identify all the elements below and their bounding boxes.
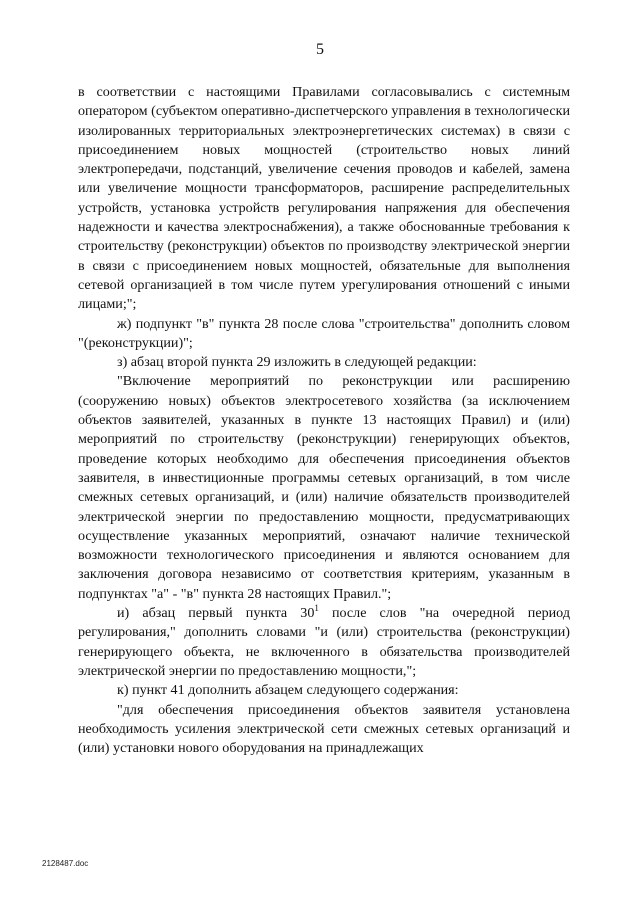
paragraph-item-i-start: и) абзац первый пункта 30 [117,605,315,622]
superscript-index: 1 [314,603,319,614]
page-number: 5 [316,41,324,58]
paragraph-continuation: в соответствии с настоящими Правилами согласовывались с системным оператором (субъектом оперативно-диспетчерского управления в технологически изолированных территориальных электроэнергетических системах) в связи с присоединением новых мощностей (строительство новых линий электропередачи, подстанций, увеличение сечения проводов и кабелей, замена или увеличение мощности трансформаторов, расширение распределительных устройств, установка устройств регулирования напряжения для обеспечения надежности и качества электроснабжения), а также обоснованные требования к строительству (реконструкции) объектов по производству электрической энергии в связи с присоединением новых мощностей, обязательные для выполнения сетевой организацией в том числе путем урегулирования отношений с иными лицами;"; [78,84,570,313]
paragraph-item-z: з) абзац второй пункта 29 изложить в следующей редакции: [117,354,477,371]
footer-filename: 2128487.doc [42,859,89,868]
paragraph-quoted-clause-29: "Включение мероприятий по реконструкции или расширению (сооружению новых) объектов электросетевого хозяйства (за исключением объектов заявителей, указанных в пункте 13 настоящих Правил) и (или) мероприятий по строительству (реконструкции) генерирующих объектов, проведение которых необходимо для обеспечения присоединения объектов заявителя, в инвестиционные программы сетевых организаций, в том числе смежных сетевых организаций, и (или) наличие обязательств производителей электрической энергии по предоставлению мощности, предусматривающих осуществление указанных мероприятий, означают наличие технической возможности технологического присоединения и являются основанием для заключения договора независимо от соответствия критериям, указанным в подпунктах "а" - "в" пункта 28 настоящих Правил."; [78,373,570,602]
paragraph-item-zh: ж) подпункт "в" пункта 28 после слова "строительства" дополнить словом "(реконструкции)"; [78,315,570,351]
document-body [78,83,570,758]
paragraph-item-i-end: после слов "на очередной период регулирования," дополнить словами "и (или) строительства (реконструкции) генерирующего объекта, не включенного в обязательства производителей электрической энергии по предоставлению мощности,"; [78,605,570,679]
paragraph-item-k: к) пункт 41 дополнить абзацем следующего содержания: [117,682,459,699]
paragraph-item-i [78,604,570,681]
paragraph-quoted-addition: "для обеспечения присоединения объектов заявителя установлена необходимость усиления электрической сети смежных сетевых организаций и (или) установки нового оборудования на принадлежащих [78,701,570,757]
